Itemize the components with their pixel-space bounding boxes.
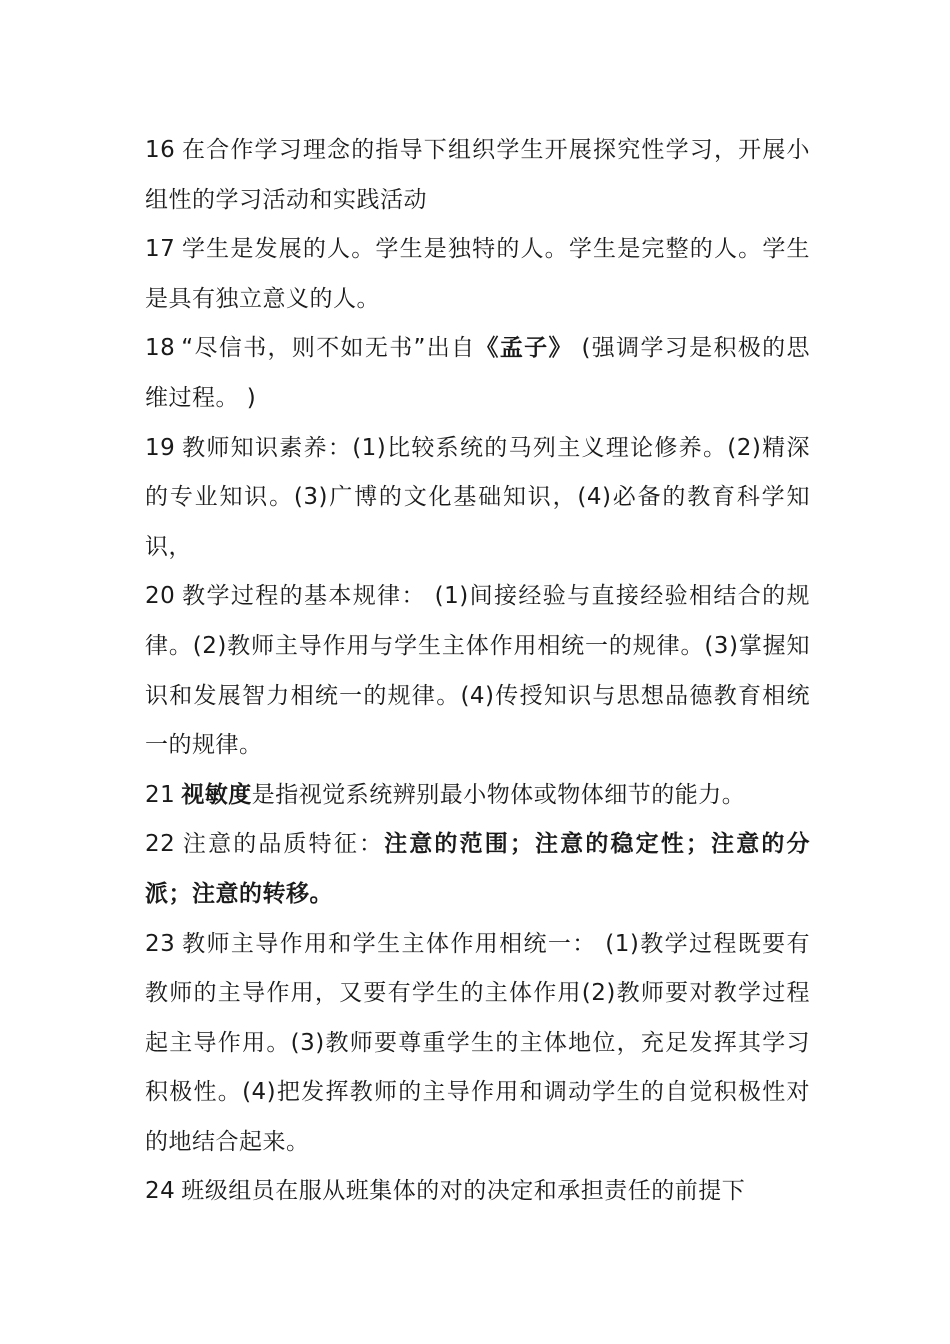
item-number: 22 xyxy=(145,831,176,858)
item-20 xyxy=(145,572,810,770)
item-text: 教师主导作用和学生主体作用相统一： (1)教学过程既要有教师的主导作用，又要有学生的主体作用(2)教师要对教学过程起主导作用。(3)教师要尊重学生的主体地位，充足发挥其学习积极性。(4)把发挥教师的主导作用和调动学生的自觉积极性对的地结合起来。 xyxy=(145,930,810,1155)
item-19 xyxy=(145,424,810,573)
item-16 xyxy=(145,126,810,225)
item-number: 21 xyxy=(145,781,176,808)
item-text: 是指视觉系统辨别最小物体或物体细节的能力。 xyxy=(251,781,746,808)
document-body xyxy=(145,126,810,1217)
item-17 xyxy=(145,225,810,324)
term-bold: 视敏度 xyxy=(181,781,252,808)
item-23 xyxy=(145,920,810,1168)
item-24 xyxy=(145,1167,810,1217)
item-text: 注意的品质特征： xyxy=(181,831,385,858)
item-text: (强调学习是积极的思维过程。 ) xyxy=(145,335,810,411)
book-title: 《孟子》 xyxy=(475,335,573,362)
item-number: 17 xyxy=(145,236,176,263)
item-number: 18 xyxy=(145,335,176,362)
item-text: “尽信书，则不如无书”出自 xyxy=(181,335,476,362)
item-number: 20 xyxy=(145,583,176,610)
item-text: 教学过程的基本规律： (1)间接经验与直接经验相结合的规律。(2)教师主导作用与学生主体作用相统一的规律。(3)掌握知识和发展智力相统一的规律。(4)传授知识与思想品德教育相统一的规律。 xyxy=(145,583,810,759)
item-text: 学生是发展的人。学生是独特的人。学生是完整的人。学生是具有独立意义的人。 xyxy=(145,236,810,312)
item-22 xyxy=(145,820,810,919)
item-number: 16 xyxy=(145,137,176,163)
term-bold: 注意的范围；注意的稳定性；注意的分派；注意的转移。 xyxy=(145,831,811,907)
item-number: 19 xyxy=(145,434,176,461)
item-text: 在合作学习理念的指导下组织学生开展探究性学习，开展小组性的学习活动和实践活动 xyxy=(145,137,810,213)
item-18 xyxy=(145,324,810,423)
item-text: 教师知识素养：(1)比较系统的马列主义理论修养。(2)精深的专业知识。(3)广博的文化基础知识，(4)必备的教育科学知识， xyxy=(145,434,810,560)
item-text: 班级组员在服从班集体的对的决定和承担责任的前提下 xyxy=(181,1178,746,1205)
item-number: 24 xyxy=(145,1178,176,1205)
item-number: 23 xyxy=(145,930,176,957)
item-21 xyxy=(145,771,810,821)
